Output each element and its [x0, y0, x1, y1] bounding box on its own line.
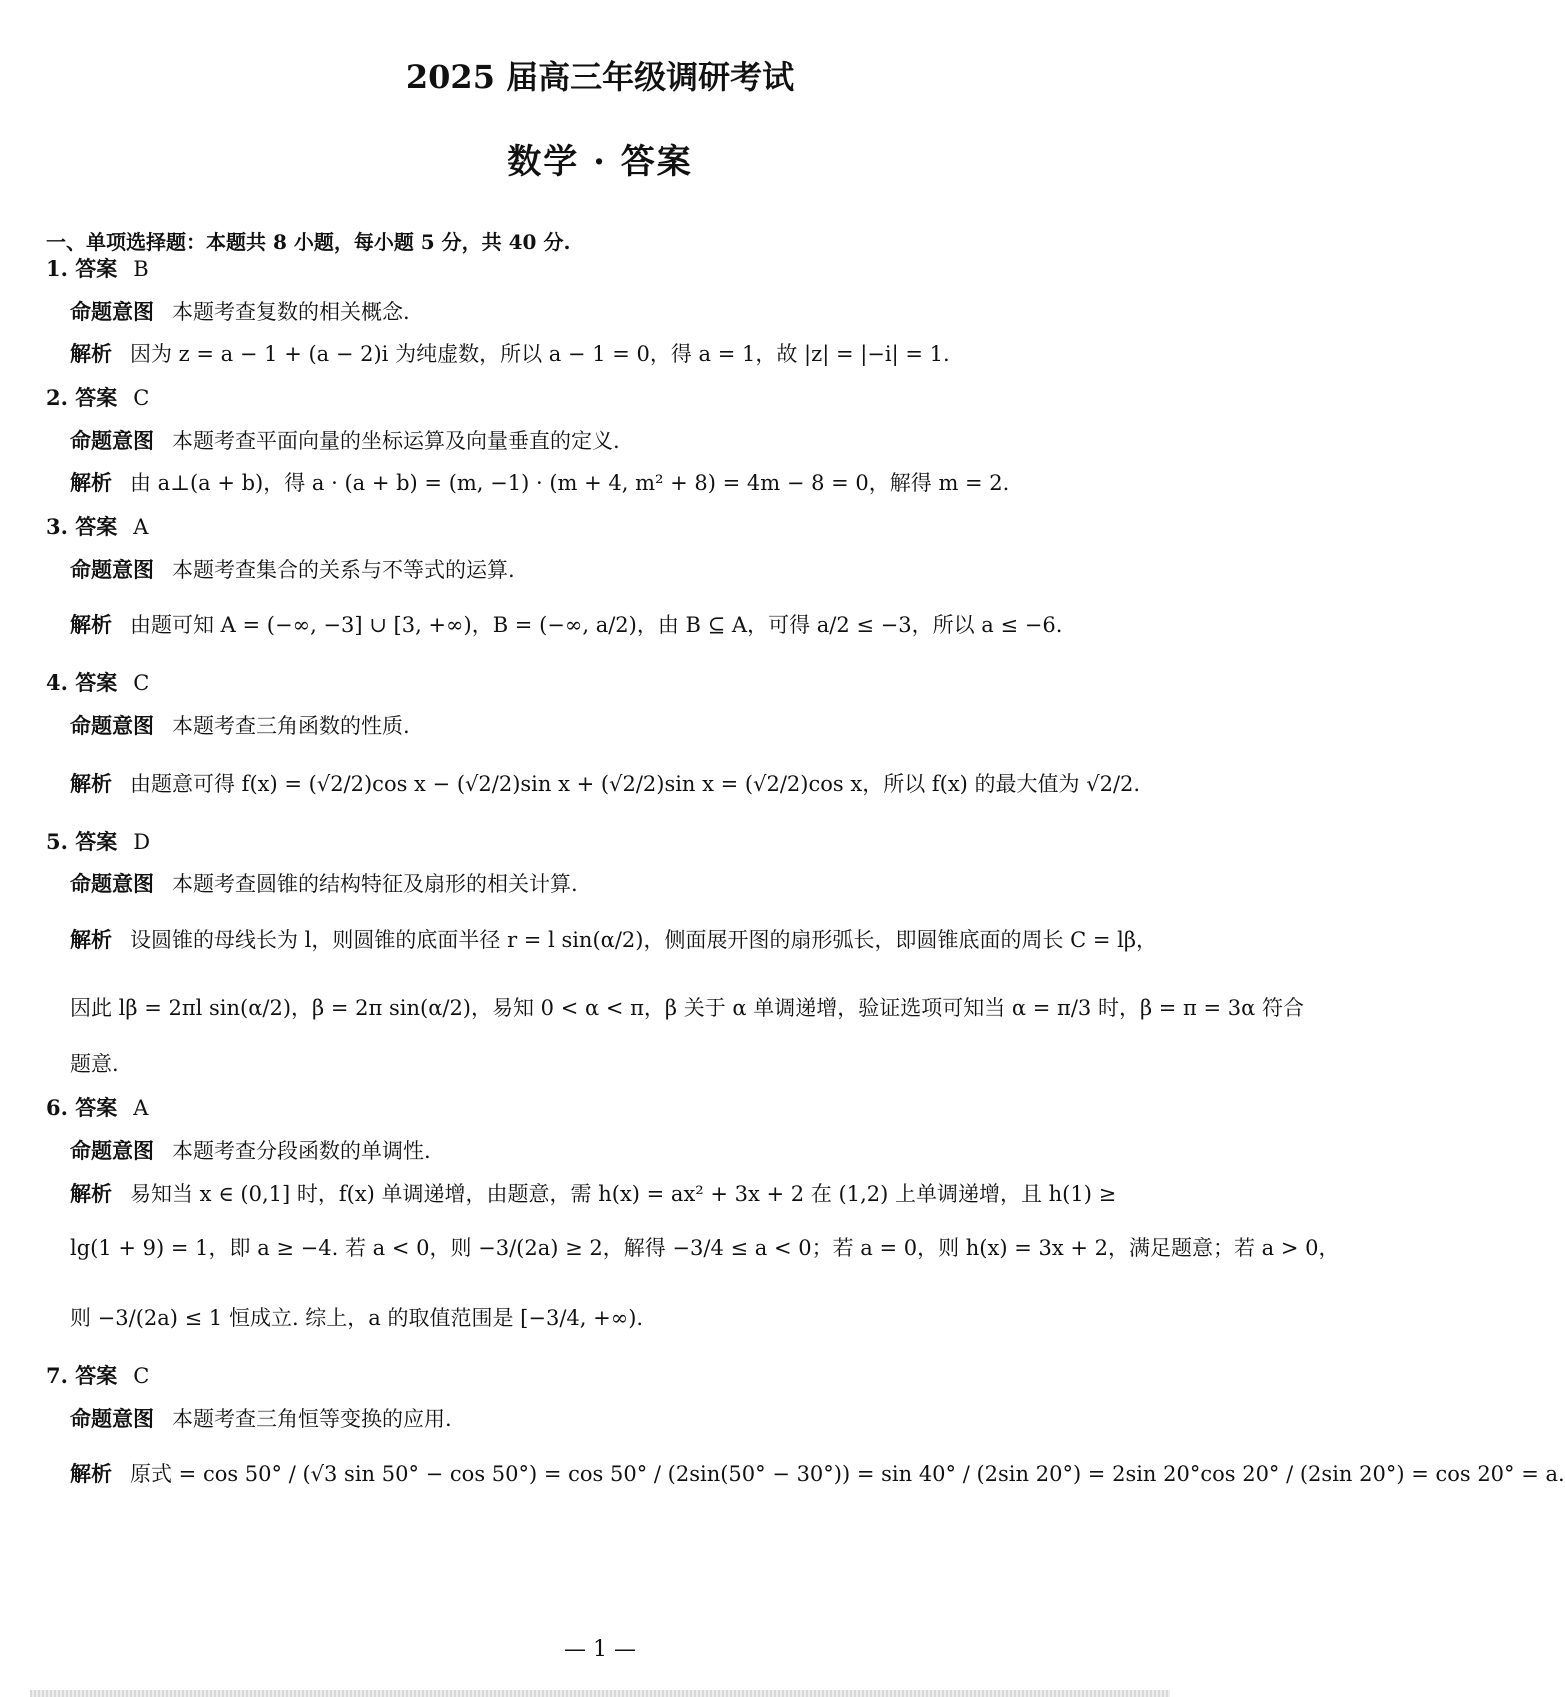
question-1-header: 1. 答案 B [46, 256, 149, 281]
question-4-header: 4. 答案 C [46, 670, 150, 695]
page-title: 2025 届高三年级调研考试 [405, 58, 795, 96]
scan-edge [30, 1690, 1170, 1697]
question-5-analysis-cont: 题意. [70, 1052, 119, 1076]
answer-value: A [133, 515, 149, 539]
question-6-analysis-cont: lg(1 + 9) = 1，即 a ≥ −4. 若 a < 0，则 −3/(2a) ≥ 2，解得 −3/4 ≤ a < 0；若 a = 0，则 h(x) = 3x + 2，满足题意；若 a > 0， [70, 1236, 1340, 1260]
question-2-intent: 命题意图 本题考查平面向量的坐标运算及向量垂直的定义. [70, 428, 620, 453]
question-6-header: 6. 答案 A [46, 1095, 149, 1120]
answer-value: C [133, 1364, 150, 1388]
question-2-header: 2. 答案 C [46, 385, 150, 410]
page-subtitle: 数学 · 答案 [507, 142, 693, 182]
question-7-analysis: 解析 原式 = cos 50° / (√3 sin 50° − cos 50°) = cos 50° / (2sin(50° − 30°)) = sin 40° / (2sin 20°) = 2sin 20°cos 20° / (2sin 20°) = cos 20° = a. [70, 1461, 1565, 1486]
answer-value: C [133, 386, 150, 410]
question-5-analysis: 解析 设圆锥的母线长为 l，则圆锥的底面半径 r = l sin(α/2)，侧面展开图的扇形弧长，即圆锥底面的周长 C = lβ， [70, 927, 1158, 952]
answer-value: A [133, 1096, 149, 1120]
question-1-analysis: 解析 因为 z = a − 1 + (a − 2)i 为纯虚数，所以 a − 1 = 0，得 a = 1，故 |z| = |−i| = 1. [70, 341, 950, 366]
question-7-intent: 命题意图 本题考查三角恒等变换的应用. [70, 1406, 452, 1431]
question-2-analysis: 解析 由 a⊥(a + b)，得 a · (a + b) = (m, −1) · (m + 4, m² + 8) = 4m − 8 = 0，解得 m = 2. [70, 470, 1010, 495]
question-5-intent: 命题意图 本题考查圆锥的结构特征及扇形的相关计算. [70, 871, 578, 896]
page-number: — 1 — [564, 1637, 636, 1662]
question-3-header: 3. 答案 A [46, 514, 149, 539]
question-5-header: 5. 答案 D [46, 829, 151, 854]
answer-value: C [133, 671, 150, 695]
answer-value: D [133, 830, 151, 854]
question-4-intent: 命题意图 本题考查三角函数的性质. [70, 713, 410, 738]
question-5-analysis-cont: 因此 lβ = 2πl sin(α/2)，β = 2π sin(α/2)，易知 0 < α < π，β 关于 α 单调递增，验证选项可知当 α = π/3 时，β = π = 3α 符合 [70, 996, 1305, 1020]
question-1-intent: 命题意图 本题考查复数的相关概念. [70, 299, 410, 324]
answer-value: B [133, 257, 149, 281]
question-3-intent: 命题意图 本题考查集合的关系与不等式的运算. [70, 557, 515, 582]
section-title: 一、单项选择题：本题共 8 小题，每小题 5 分，共 40 分. [46, 230, 571, 254]
question-3-analysis: 解析 由题可知 A = (−∞, −3] ∪ [3, +∞)，B = (−∞, a/2)，由 B ⊆ A，可得 a/2 ≤ −3，所以 a ≤ −6. [70, 612, 1063, 637]
question-6-analysis: 解析 易知当 x ∈ (0,1] 时，f(x) 单调递增，由题意，需 h(x) = ax² + 3x + 2 在 (1,2) 上单调递增，且 h(1) ≥ [70, 1181, 1117, 1206]
question-6-analysis-cont: 则 −3/(2a) ≤ 1 恒成立. 综上，a 的取值范围是 [−3/4, +∞). [70, 1306, 644, 1330]
question-6-intent: 命题意图 本题考查分段函数的单调性. [70, 1138, 431, 1163]
question-7-header: 7. 答案 C [46, 1363, 150, 1388]
question-4-analysis: 解析 由题意可得 f(x) = (√2/2)cos x − (√2/2)sin x + (√2/2)sin x = (√2/2)cos x，所以 f(x) 的最大值为 √2/2. [70, 771, 1141, 796]
